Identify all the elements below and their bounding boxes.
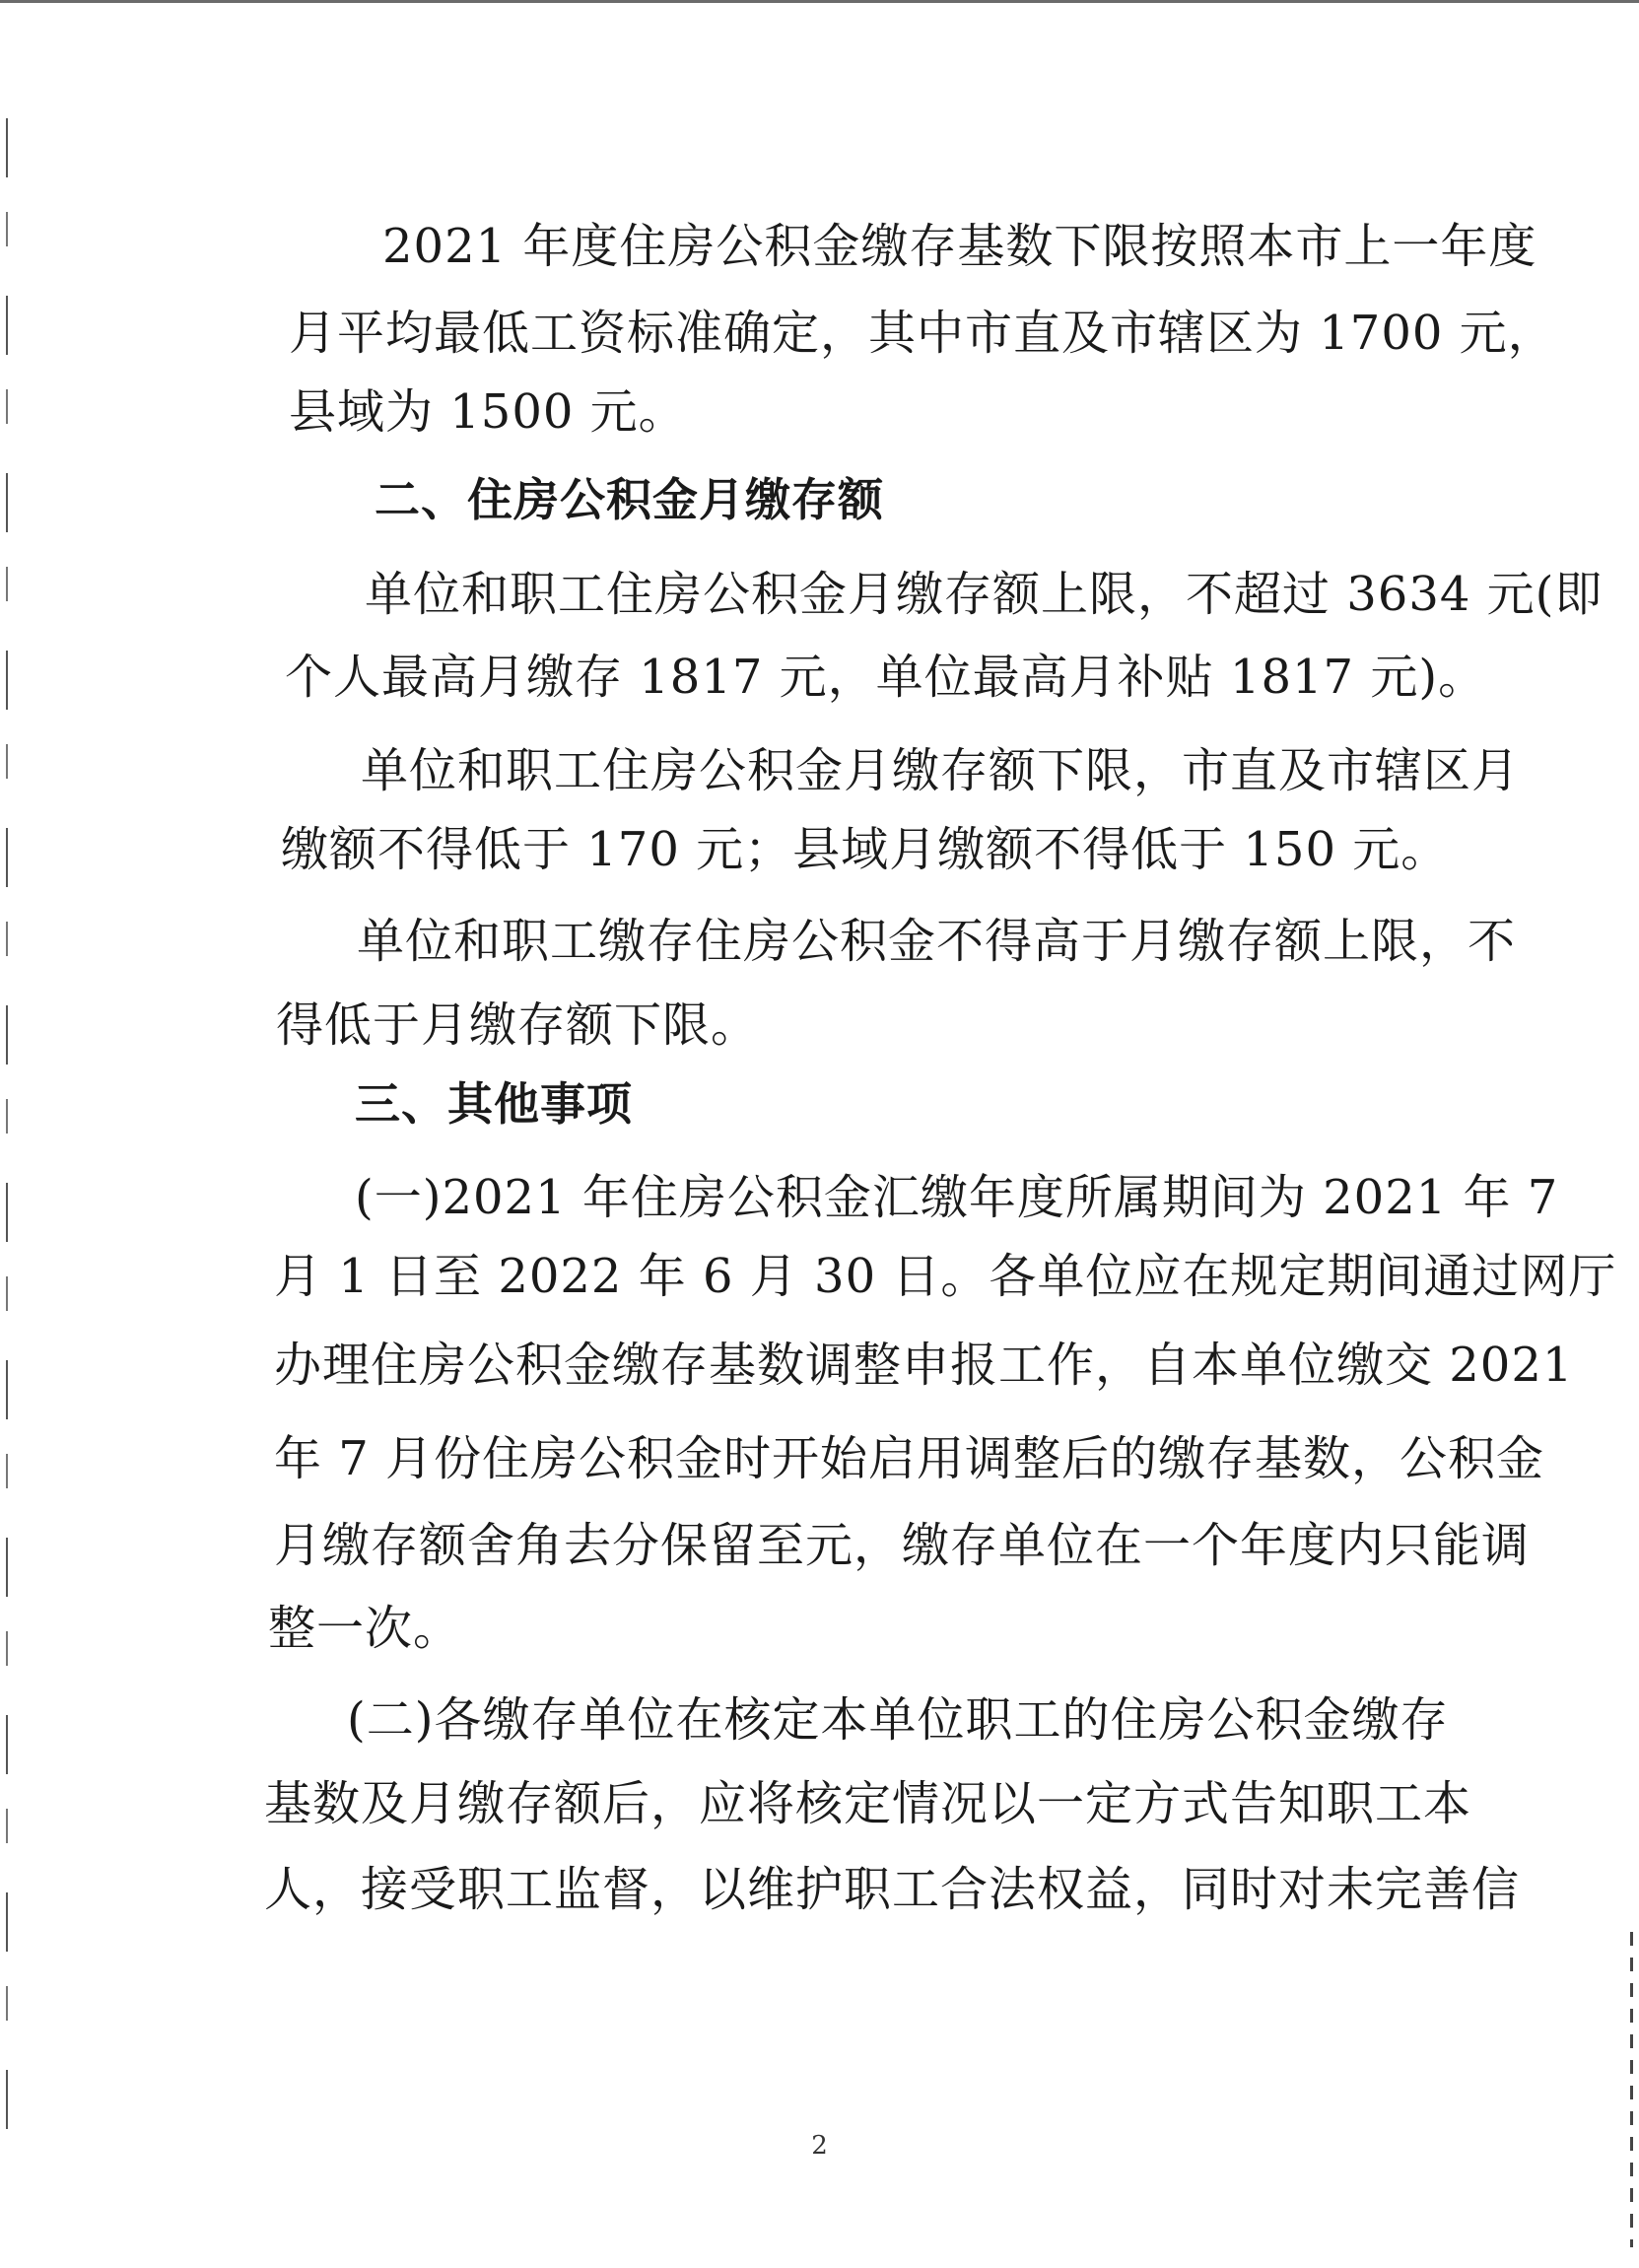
paragraph-1-line-1: 2021 年度住房公积金缴存基数下限按照本市上一年度	[382, 219, 1537, 274]
page-number: 2	[811, 2131, 828, 2161]
section-3-para-1-line-3: 办理住房公积金缴存基数调整申报工作，自本单位缴交 2021	[274, 1338, 1574, 1393]
paragraph-1-line-3: 县域为 1500 元。	[289, 384, 687, 440]
section-2-para-1-line-1: 单位和职工住房公积金月缴存额上限，不超过 3634 元(即	[365, 567, 1604, 622]
section-3-para-2-line-1: (二)各缴存单位在核定本单位职工的住房公积金缴存	[347, 1692, 1449, 1748]
section-2-para-2-line-2: 缴额不得低于 170 元；县域月缴额不得低于 150 元。	[281, 822, 1450, 877]
section-3-para-2-line-3: 人，接受职工监督，以维护职工合法权益，同时对未完善信	[264, 1862, 1521, 1917]
section-3-para-1-line-4: 年 7 月份住房公积金时开始启用调整后的缴存基数，公积金	[274, 1431, 1545, 1486]
section-2-para-2-line-1: 单位和职工住房公积金月缴存额下限，市直及市辖区月	[361, 743, 1521, 798]
section-3-heading: 三、其他事项	[355, 1077, 633, 1131]
section-2-para-1-line-2: 个人最高月缴存 1817 元，单位最高月补贴 1817 元)。	[285, 650, 1487, 705]
section-2-para-3-line-1: 单位和职工缴存住房公积金不得高于月缴存额上限，不	[357, 914, 1517, 969]
section-3-para-1-line-5: 月缴存额舍角去分保留至元，缴存单位在一个年度内只能调	[274, 1518, 1531, 1573]
section-3-para-2-line-2: 基数及月缴存额后，应将核定情况以一定方式告知职工本	[264, 1776, 1472, 1831]
section-3-para-1-line-1: (一)2021 年住房公积金汇缴年度所属期间为 2021 年 7	[355, 1170, 1559, 1225]
section-3-para-1-line-2: 月 1 日至 2022 年 6 月 30 日。各单位应在规定期间通过网厅	[274, 1249, 1617, 1304]
paragraph-1-line-2: 月平均最低工资标准确定，其中市直及市辖区为 1700 元，	[289, 306, 1556, 361]
section-2-para-3-line-2: 得低于月缴存额下限。	[276, 997, 760, 1053]
section-3-para-1-line-6: 整一次。	[268, 1601, 462, 1656]
section-2-heading: 二、住房公积金月缴存额	[375, 473, 884, 526]
